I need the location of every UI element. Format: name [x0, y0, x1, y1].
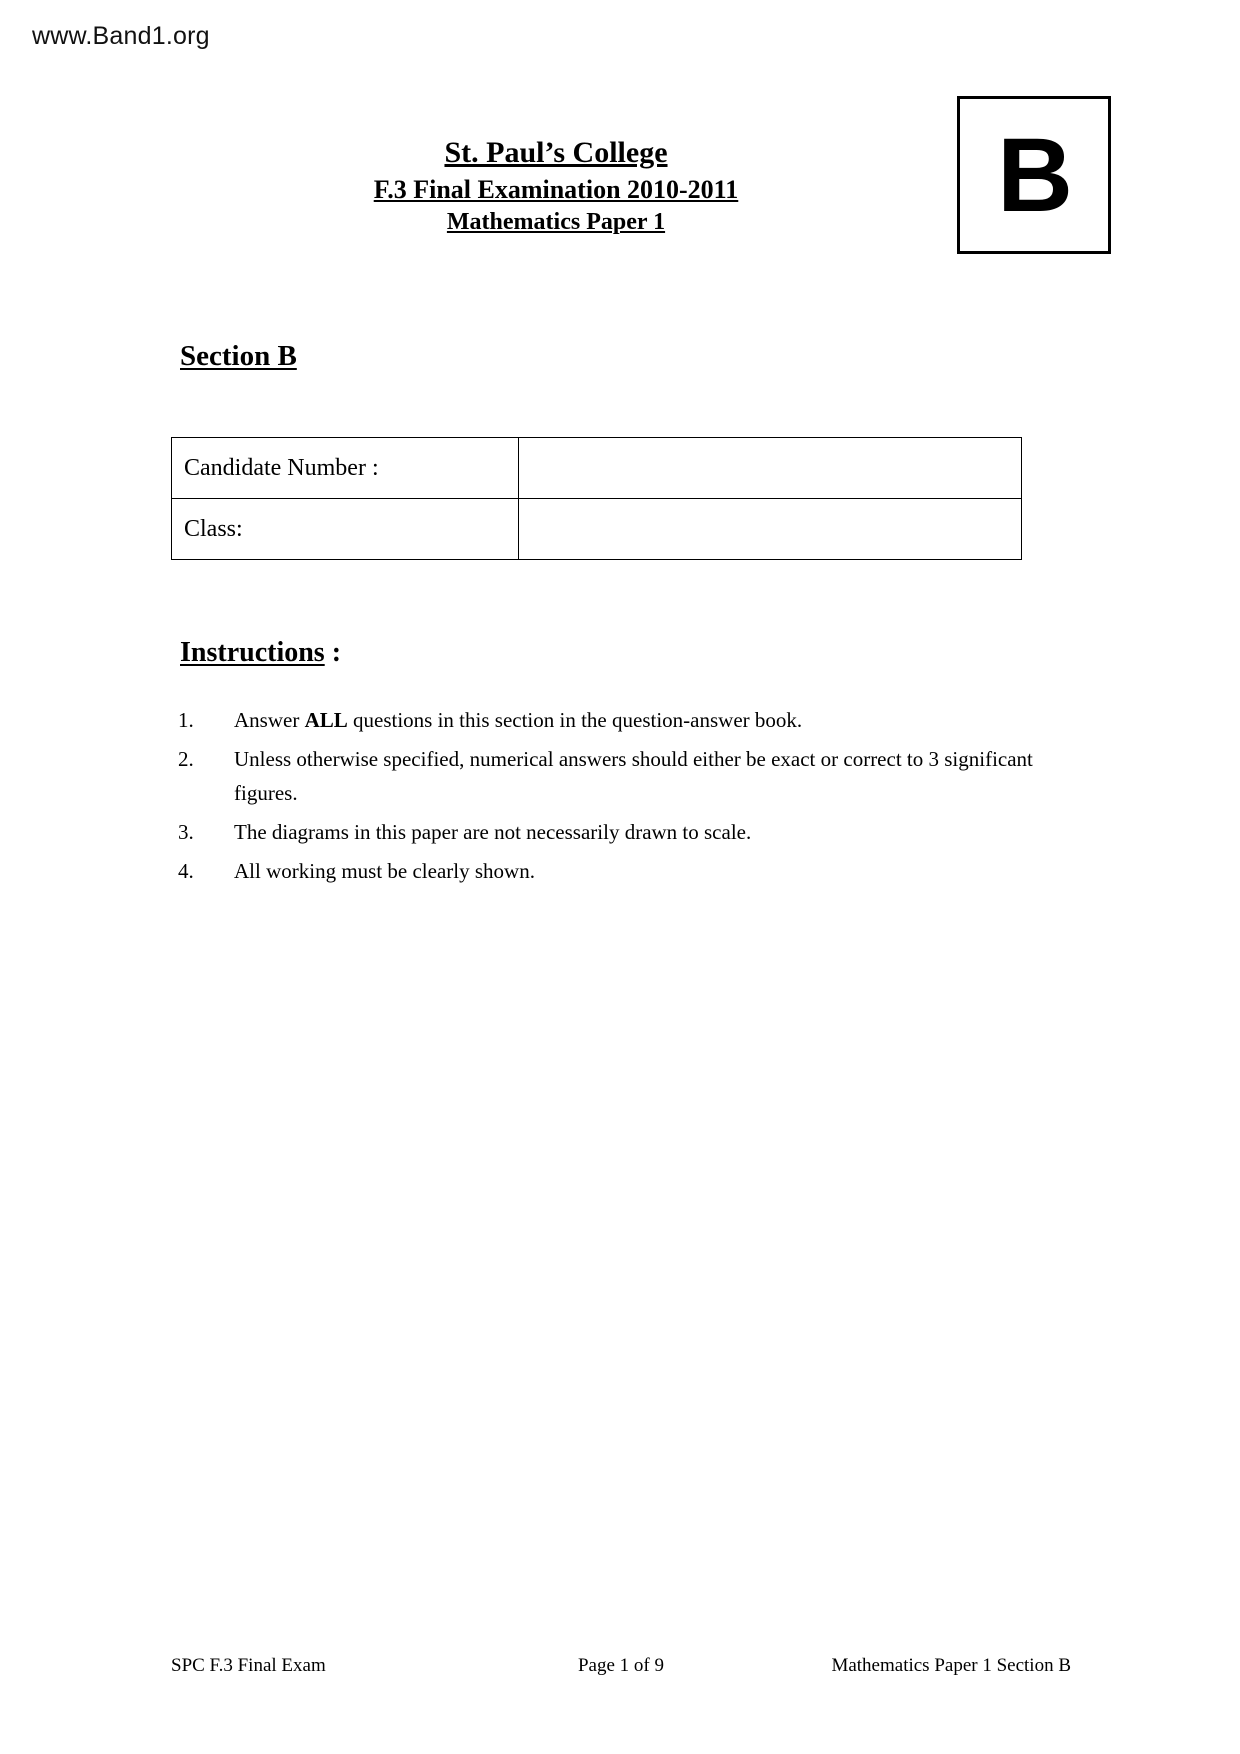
- class-field[interactable]: [519, 499, 1022, 560]
- list-item-text-before: Answer: [234, 708, 305, 732]
- paper-name: Mathematics Paper 1: [446, 208, 666, 235]
- list-item-number: 4.: [178, 859, 194, 884]
- candidate-number-field[interactable]: [519, 438, 1022, 499]
- instructions-heading-suffix: :: [324, 637, 342, 668]
- list-item-text: All working must be clearly shown.: [234, 859, 535, 884]
- school-name: St. Paul’s College: [444, 136, 668, 169]
- class-label: Class:: [172, 499, 519, 560]
- list-item-number: 1.: [178, 708, 194, 732]
- footer-right-text: Mathematics Paper 1 Section B: [831, 1655, 1071, 1676]
- list-item-text: Unless otherwise specified, numerical answers should either be exact or correct to 3 significant figures.: [234, 747, 1033, 806]
- list-item-text: The diagrams in this paper are not necessarily drawn to scale.: [234, 820, 752, 845]
- candidate-number-label: Candidate Number :: [172, 438, 519, 499]
- instructions-heading-text: Instructions: [180, 637, 325, 668]
- list-item: [178, 854, 1068, 888]
- list-item: [178, 703, 1068, 737]
- list-item-text: [234, 703, 1068, 737]
- exam-name: F.3 Final Examination 2010-2011: [373, 174, 739, 204]
- list-item-number: 3.: [178, 820, 194, 845]
- list-item-number: 2.: [178, 747, 194, 772]
- band-letter-box: [957, 96, 1111, 254]
- table-row: [172, 499, 1022, 560]
- footer-page-number: Page 1 of 9: [577, 1655, 664, 1676]
- footer-left-text: SPC F.3 Final Exam: [171, 1655, 326, 1676]
- list-item-text-bold: ALL: [304, 708, 348, 732]
- list-item: [178, 815, 1068, 849]
- band-letter: B: [997, 116, 1071, 234]
- section-heading: Section B: [180, 340, 297, 372]
- page-footer: [171, 1655, 1071, 1677]
- instructions-heading: [180, 637, 341, 669]
- list-item: [178, 742, 1068, 810]
- list-item-text-after: questions in this section in the question-answer book.: [347, 708, 803, 732]
- watermark-text: www.Band1.org: [32, 22, 210, 50]
- candidate-info-table: [171, 437, 1022, 560]
- table-row: [172, 438, 1022, 499]
- instructions-list: [178, 703, 1068, 893]
